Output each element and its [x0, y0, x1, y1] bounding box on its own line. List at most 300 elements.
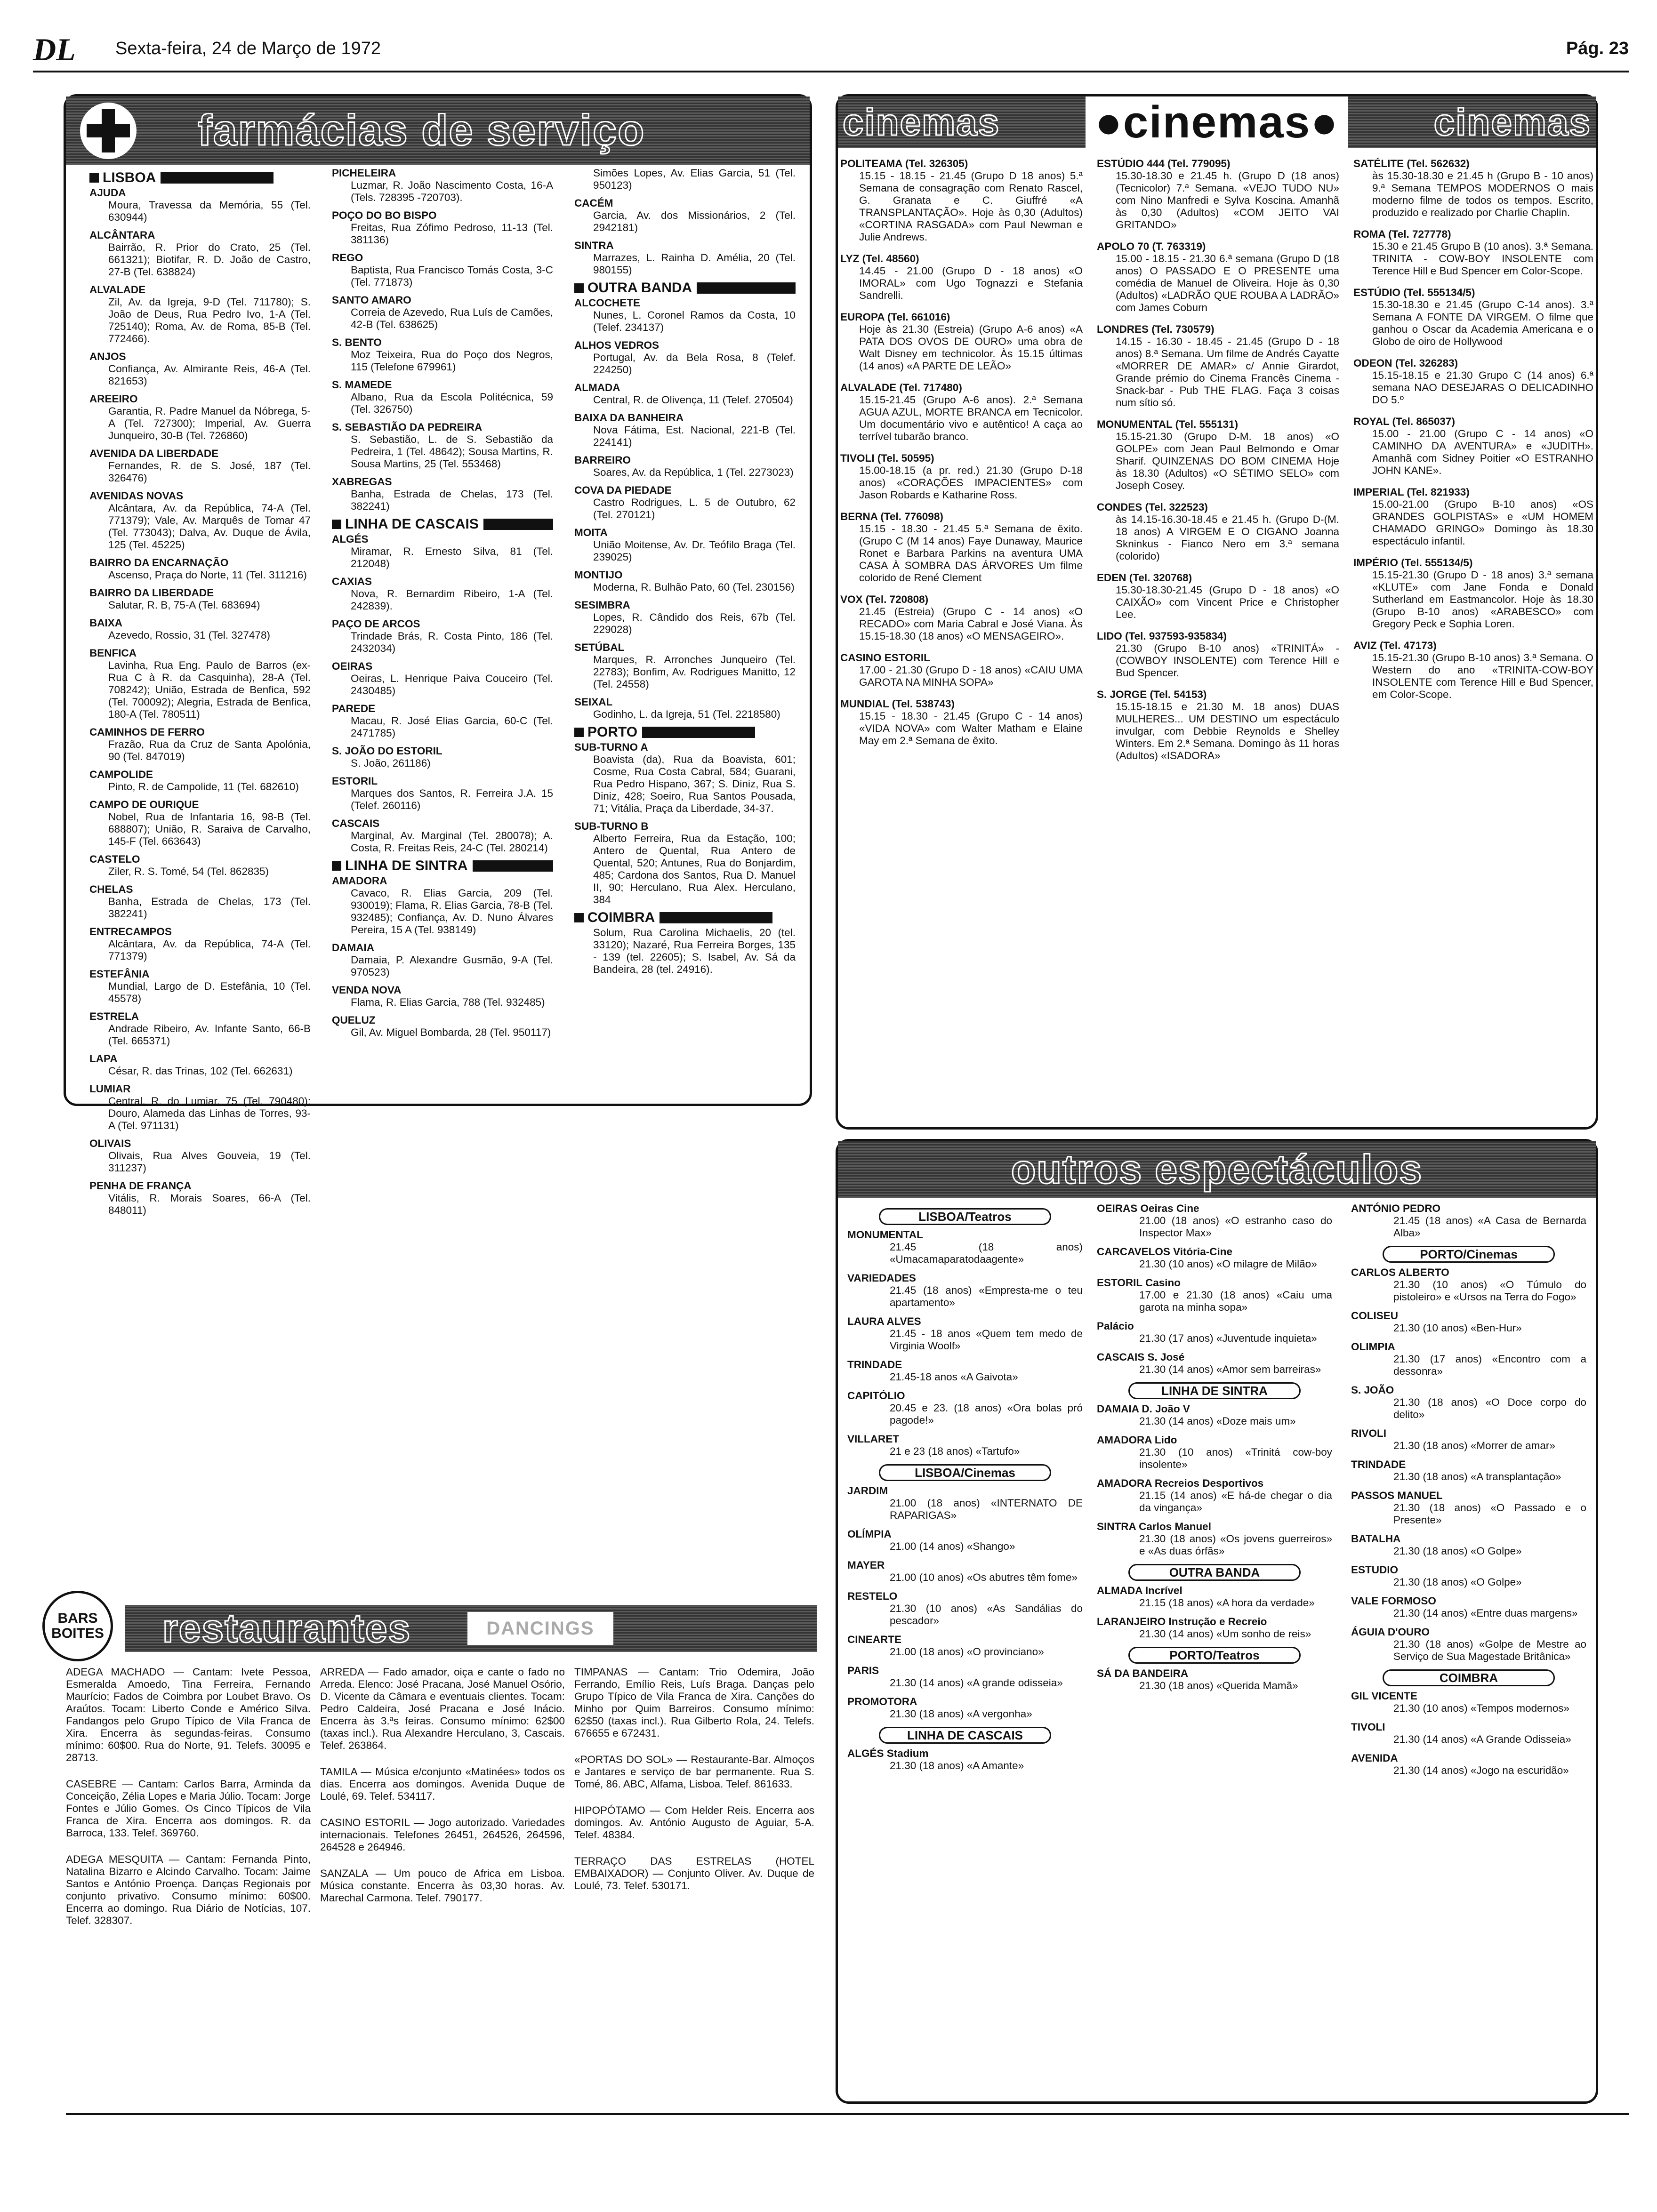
- listing-details: 21 e 23 (18 anos) «Tartufo»: [890, 1445, 1020, 1457]
- section-bullet-icon: [332, 520, 341, 529]
- venue-name: ESTÚDIO 444 (Tel. 779095): [1097, 158, 1231, 169]
- venue-group-badge: PORTO/Cinemas: [1383, 1246, 1555, 1263]
- pharmacy-entry: [574, 641, 796, 690]
- restaurantes-banner-title: restaurantes: [162, 1606, 411, 1651]
- pharmacy-entry: [89, 284, 311, 345]
- listing-entry: [840, 698, 1083, 747]
- pharmacy-entry: [89, 799, 311, 848]
- section-heading: [332, 518, 553, 530]
- listing-entry: [1097, 1277, 1332, 1314]
- locality-name: CAMPO DE OURIQUE: [89, 799, 199, 810]
- farmacias-column-3: [574, 167, 796, 981]
- boites-label: BOITES: [51, 1626, 104, 1641]
- cinemas-panel: [836, 94, 1598, 1130]
- pharmacy-entry: [89, 968, 311, 1005]
- listing-entry: [1351, 1459, 1586, 1483]
- listing-details: 21.00 (14 anos) «Shango»: [890, 1540, 1015, 1552]
- venue-name: ESTUDIO: [1351, 1564, 1399, 1576]
- listing-details: 21.30 (18 anos) «A vergonha»: [890, 1708, 1032, 1720]
- pharmacy-entry: [89, 647, 311, 721]
- listing-entry: [1351, 1626, 1586, 1663]
- listing-details: 21.30 (18 anos) «A Amante»: [890, 1760, 1024, 1771]
- listing-details: 21.30 (10 anos) «O milagre de Milão»: [1139, 1258, 1317, 1270]
- listing-entry: [1097, 1477, 1332, 1514]
- listing-details: 15.00 - 21.00 (Grupo C - 14 anos) «O CAMINHO DA AVENTURA» e «JUDITH». Amanhã com Sidney Poitier «O ESTRANHO JOHN KANE».: [1372, 428, 1593, 476]
- pharmacy-details: Azevedo, Rossio, 31 (Tel. 327478): [108, 629, 270, 641]
- pharmacy-entry: [89, 883, 311, 920]
- listing-entry: [1353, 557, 1593, 630]
- venue-name: MUNDIAL (Tel. 538743): [840, 698, 955, 710]
- venue-name: DAMAIA D. João V: [1097, 1403, 1190, 1415]
- pharmacy-entry: [574, 197, 796, 234]
- listing-details: 21.30 (14 anos) «A Grande Odisseia»: [1393, 1733, 1571, 1745]
- listing-entry: [840, 382, 1083, 443]
- pharmacy-cross-icon: [80, 103, 137, 159]
- section-title: PORTO: [587, 724, 638, 740]
- pharmacy-entry: [332, 942, 553, 978]
- pharmacy-details: Salutar, R. B, 75-A (Tel. 683694): [108, 599, 260, 611]
- section-heading: [89, 172, 311, 184]
- pharmacy-details: Lopes, R. Cândido dos Reis, 67b (Tel. 229028): [593, 611, 796, 635]
- pharmacy-entry: [332, 1014, 553, 1039]
- pharmacy-entry: [89, 393, 311, 442]
- listing-entry: [1353, 416, 1593, 477]
- pharmacy-details: Alcântara, Av. da República, 74-A (Tel. 771379): [108, 938, 311, 962]
- pharmacy-details: Boavista (da), Rua da Boavista, 601; Cosme, Rua Costa Cabral, 584; Guarani, Rua Pedro Hispano, 367; S. Diniz, Rua S. Diniz, 428; Soeiro, Rua Santos Pousada, 71; Vitália, Praça da Liberdade, 34-37.: [593, 753, 796, 814]
- venue-name: EUROPA (Tel. 661016): [840, 311, 950, 323]
- locality-name: REGO: [332, 252, 363, 264]
- pharmacy-entry: [332, 379, 553, 416]
- pharmacy-entry: [89, 926, 311, 962]
- listing-entry: [1097, 1320, 1332, 1345]
- listing-details: 21.30 (18 anos) «Golpe de Mestre ao Serviço de Sua Magestade Britânica»: [1393, 1638, 1586, 1662]
- listing-entry: [847, 1747, 1083, 1772]
- venue-name: ESTORIL Casino: [1097, 1277, 1181, 1289]
- listing-entry: [847, 1696, 1083, 1720]
- listing-details: 21.00 (18 anos) «O estranho caso do Inspector Max»: [1139, 1215, 1332, 1239]
- pharmacy-details: Portugal, Av. da Bela Rosa, 8 (Telef. 224250): [593, 352, 796, 376]
- listing-entry: [847, 1272, 1083, 1309]
- venue-name: OEIRAS Oeiras Cine: [1097, 1202, 1199, 1214]
- locality-name: SESIMBRA: [574, 599, 630, 611]
- pharmacy-entry: [89, 726, 311, 763]
- locality-name: S. SEBASTIÃO DA PEDREIRA: [332, 421, 483, 433]
- listing-entry: [847, 1315, 1083, 1352]
- venue-name: LONDRES (Tel. 730579): [1097, 323, 1215, 335]
- pharmacy-entry: [89, 448, 311, 484]
- section-title: COIMBRA: [587, 910, 655, 925]
- section-bar: [697, 282, 796, 294]
- pharmacy-entry: [574, 339, 796, 376]
- locality-name: PENHA DE FRANÇA: [89, 1180, 192, 1192]
- listing-entry: [1097, 1351, 1332, 1376]
- locality-name: PAÇO DE ARCOS: [332, 618, 420, 630]
- locality-name: BAIXA DA BANHEIRA: [574, 412, 684, 424]
- pharmacy-entry: [89, 1053, 311, 1077]
- listing-entry: [840, 652, 1083, 689]
- restaurant-entry: «PORTAS DO SOL» — Restaurante-Bar. Almoços e Jantares e serviço de bar permanente. Rua S. Tomé, 86. ABC, Alfama, Lisboa. Telef. 861633.: [574, 1754, 814, 1790]
- venue-name: TRINDADE: [1351, 1459, 1406, 1470]
- listing-entry: [1351, 1202, 1586, 1239]
- listing-details: 21.30 (10 anos) «As Sandálias do pescador»: [890, 1603, 1083, 1627]
- listing-details: 15.15-18.15 e 21.30 M. 18 anos) DUAS MULHERES... UM DESTINO um espectáculo invulgar, com Debbie Reynolds e Shelley Winters. Em 2.ª Semana. Domingo às 11 horas (Adultos) «ISADORA»: [1116, 701, 1339, 761]
- locality-name: POÇO DO BO BISPO: [332, 209, 437, 221]
- venue-name: CARCAVELOS Vitória-Cine: [1097, 1246, 1232, 1258]
- locality-name: XABREGAS: [332, 476, 392, 488]
- farmacias-column-2: [332, 167, 553, 1044]
- pharmacy-entry: [574, 484, 796, 521]
- outros-column-2: [1097, 1202, 1332, 1699]
- listing-entry: [1097, 1667, 1332, 1692]
- listing-details: 15.00-18.15 (a pr. red.) 21.30 (Grupo D-18 anos) «CORAÇÕES IMPACIENTES» com Jason Robards e Katharine Ross.: [859, 465, 1083, 501]
- outros-banner: [838, 1141, 1596, 1198]
- listing-details: 21.45 (Estreia) (Grupo C - 14 anos) «O RECADO» com Maria Cabral e José Viana. Às 15.15-18.30 (18 anos) «O MENSAGEIRO».: [859, 606, 1083, 642]
- pharmacy-entry: [332, 817, 553, 854]
- venue-name: OLIMPIA: [1351, 1341, 1395, 1353]
- section-title: LISBOA: [103, 170, 156, 185]
- section-bullet-icon: [574, 728, 584, 737]
- locality-name: OLIVAIS: [89, 1138, 131, 1149]
- venue-name: CAPITÓLIO: [847, 1390, 905, 1402]
- listing-entry: [1353, 486, 1593, 547]
- locality-name: PAREDE: [332, 703, 376, 714]
- pharmacy-details: Macau, R. José Elias Garcia, 60-C (Tel. 2471785): [351, 715, 553, 739]
- venue-name: S. JOÃO: [1351, 1384, 1394, 1396]
- restaurant-entry: SANZALA — Um pouco de Africa em Lisboa. Música constante. Encerra às 03,30 horas. Av. Marechal Carmona. Telef. 790177.: [320, 1867, 565, 1904]
- listing-details: 14.45 - 21.00 (Grupo D - 18 anos) «O IMORAL» com Ugo Tognazzi e Stefania Sandrelli.: [859, 265, 1083, 301]
- listing-entry: [847, 1590, 1083, 1627]
- venue-group-badge: LINHA DE SINTRA: [1128, 1382, 1301, 1399]
- listing-details: 21.30 (18 anos) «Os jovens guerreiros» e «As duas órfãs»: [1139, 1533, 1332, 1557]
- listing-details: 21.00 (18 anos) «O provinciano»: [890, 1646, 1044, 1658]
- listing-entry: [1097, 1434, 1332, 1471]
- pharmacy-entry: [574, 454, 796, 479]
- listing-entry: [1351, 1690, 1586, 1715]
- venue-name: BERNA (Tel. 776098): [840, 511, 943, 522]
- listing-entry: [1351, 1490, 1586, 1526]
- venue-name: PARIS: [847, 1665, 879, 1676]
- farmacias-panel: [64, 94, 812, 1216]
- listing-details: 15.15-21.30 (Grupo D-M. 18 anos) «O GOLPE» com Jean Paul Belmondo e Omar Sharif. QUINZENAS DO BOM CINEMA Hoje às 18.30 (Adultos) «O SÉTIMO SELO» com Joseph Cosey.: [1116, 431, 1339, 491]
- venue-name: AMADORA Recreios Desportivos: [1097, 1477, 1264, 1489]
- restaurantes-column-3: [574, 1666, 814, 1906]
- listing-entry: [847, 1665, 1083, 1689]
- listing-entry: [1351, 1752, 1586, 1777]
- listing-entry: [1351, 1310, 1586, 1334]
- venue-name: MAYER: [847, 1559, 885, 1571]
- pharmacy-entry: [332, 421, 553, 470]
- listing-details: 15.15 - 18.30 - 21.45 5.ª Semana de êxito. (Grupo C (M 14 anos) Faye Dunaway, Maurice Ronet e Barbara Parkins na aventura UMA CASA À SOMBRA DAS ÁRVORES Um filme colorido de René Clement: [859, 523, 1083, 584]
- listing-details: 15.15-21.45 (Grupo A-6 anos). 2.ª Semana AGUA AZUL, MORTE BRANCA em Tecnicolor. Um documentário vivo e autêntico! A caça ao terrível tubarão branco.: [859, 394, 1083, 442]
- listing-entry: [847, 1433, 1083, 1458]
- venue-name: Palácio: [1097, 1320, 1134, 1332]
- pharmacy-entry: [89, 351, 311, 387]
- locality-name: ALHOS VEDROS: [574, 339, 660, 351]
- listing-details: 21.30 (18 anos) «O Passado e o Presente»: [1393, 1502, 1586, 1526]
- listing-entry: [1097, 689, 1339, 762]
- listing-details: 21.45-18 anos «A Gaivota»: [890, 1371, 1018, 1383]
- section-bullet-icon: [574, 283, 584, 293]
- locality-name: VENDA NOVA: [332, 984, 402, 996]
- section-bar: [483, 519, 553, 530]
- pharmacy-details: Ziler, R. S. Tomé, 54 (Tel. 862835): [108, 866, 269, 877]
- locality-name: ALGÉS: [332, 533, 369, 545]
- restaurant-entry: TAMILA — Música e/conjunto «Matinées» todos os dias. Encerra aos domingos. Avenida Duque de Loulé, 69. Telef. 534117.: [320, 1766, 565, 1802]
- pharmacy-details: Nobel, Rua de Infantaria 16, 98-B (Tel. 688807); União, R. Saraiva de Carvalho, 145-F (Tel. 663643): [108, 811, 311, 847]
- restaurant-entry: ADEGA MACHADO — Cantam: Ivete Pessoa, Esmeralda Amoedo, Tina Ferreira, Fernando Maurício; Fados de Coimbra por Loubet Bravo. Os Araútos. Tocam: Liberto Conde e Américo Silva. Fandangos pelo Grupo Típico de Vila Franca de Xira. Encerra às segundas-feiras. Consumo mínimo: 60$00. Rua do Norte, 91. Telefs. 30095 e 28713.: [66, 1666, 311, 1763]
- listing-details: 21.30 (14 anos) «Doze mais um»: [1139, 1415, 1296, 1427]
- listing-details: 15.15-21.30 (Grupo D - 18 anos) 3.ª semana «KLUTE» com Jane Fonda e Donald Sutherland em Eastmancolor. Hoje às 18.30 (Grupo B-10 anos) «ARABESCO» com Gregory Peck e Sophia Loren.: [1372, 569, 1593, 630]
- venue-name: LYZ (Tel. 48560): [840, 253, 919, 264]
- listing-details: 20.45 e 23. (18 anos) «Ora bolas pró pagode!»: [890, 1402, 1083, 1426]
- listing-entry: [1351, 1721, 1586, 1746]
- locality-name: BAIRRO DA LIBERDADE: [89, 587, 214, 599]
- pharmacy-entry: [574, 167, 796, 192]
- pharmacy-details: Alcântara, Av. da República, 74-A (Tel. 771379); Vale, Av. Marquês de Tomar 47 (Tel. 773043); Dalva, Av. Duque de Ávila, 125 (Tel. 45225): [108, 502, 311, 551]
- pharmacy-entry: [332, 252, 553, 289]
- venue-name: PROMOTORA: [847, 1696, 917, 1707]
- listing-details: 21.30 (14 anos) «Um sonho de reis»: [1139, 1628, 1311, 1640]
- listing-details: 21.30 (18 anos) «Querida Mamã»: [1139, 1680, 1298, 1691]
- listing-entry: [1353, 158, 1593, 219]
- pharmacy-details: Marrazes, L. Rainha D. Amélia, 20 (Tel. 980155): [593, 252, 796, 276]
- locality-name: AVENIDA DA LIBERDADE: [89, 448, 219, 459]
- pharmacy-details: S. Sebastião, L. de S. Sebastião da Pedreira, 1 (Tel. 48642); Sousa Martins, R. Sousa Martins, 25 (Tel. 553468): [351, 433, 553, 470]
- venue-name: VARIEDADES: [847, 1272, 916, 1284]
- listing-entry: [1097, 501, 1339, 562]
- listing-entry: [1097, 240, 1339, 314]
- pharmacy-entry: [332, 209, 553, 246]
- locality-name: CASTELO: [89, 853, 140, 865]
- pharmacy-entry: [332, 167, 553, 204]
- pharmacy-details: Luzmar, R. João Nascimento Costa, 16-A (Tels. 728395 -720703).: [351, 179, 553, 203]
- pharmacy-details: Fernandes, R. de S. José, 187 (Tel. 326476): [108, 460, 311, 484]
- pharmacy-details: Garcia, Av. dos Missionários, 2 (Tel. 2942181): [593, 209, 796, 233]
- section-heading: [574, 726, 796, 738]
- venue-name: ALMADA Incrível: [1097, 1585, 1182, 1596]
- venue-name: AVIZ (Tel. 47173): [1353, 640, 1437, 651]
- locality-name: AREEIRO: [89, 393, 138, 405]
- listing-details: 15.15-21.30 (Grupo B-10 anos) 3.ª Semana. O Western do ano «TRINITA-COW-BOY INSOLENTE com Terence Hill e Bud Spencer, em Color-Scope.: [1372, 652, 1593, 700]
- listing-details: 21.45 (18 anos) «Empresta-me o teu apartamento»: [890, 1284, 1083, 1308]
- locality-name: QUELUZ: [332, 1014, 376, 1026]
- venue-name: LARANJEIRO Instrução e Recreio: [1097, 1616, 1267, 1627]
- listing-details: 17.00 e 21.30 (18 anos) «Caiu uma garota na minha sopa»: [1139, 1289, 1332, 1313]
- pharmacy-details: Damaia, P. Alexandre Gusmão, 9-A (Tel. 970523): [351, 954, 553, 978]
- locality-name: LAPA: [89, 1053, 118, 1065]
- listing-details: 15.15 - 18.30 - 21.45 (Grupo C - 14 anos) «VIDA NOVA» com Walter Matham e Elaine May em 2.ª Semana de êxito.: [859, 710, 1083, 746]
- pharmacy-entry: [574, 927, 796, 976]
- venue-name: VOX (Tel. 720808): [840, 593, 929, 605]
- pharmacy-entry: [574, 382, 796, 406]
- listing-details: 21.30 (18 anos) «O Doce corpo do delito»: [1393, 1396, 1586, 1420]
- listing-entry: [1353, 228, 1593, 277]
- listing-entry: [847, 1359, 1083, 1383]
- listing-entry: [840, 593, 1083, 642]
- pharmacy-entry: [574, 569, 796, 593]
- listing-entry: [1097, 1521, 1332, 1557]
- locality-name: PICHELEIRA: [332, 167, 396, 179]
- pharmacy-details: Nunes, L. Coronel Ramos da Costa, 10 (Telef. 234137): [593, 309, 796, 333]
- listing-entry: [1097, 1202, 1332, 1239]
- listing-entry: [1097, 418, 1339, 492]
- pharmacy-details: Gil, Av. Miguel Bombarda, 28 (Tel. 950117): [351, 1026, 551, 1038]
- cinemas-banner: [838, 96, 1596, 148]
- pharmacy-details: Vitális, R. Morais Soares, 66-A (Tel. 848011): [108, 1192, 311, 1216]
- pharmacy-details: Garantia, R. Padre Manuel da Nóbrega, 5-A (Tel. 727300); Imperial, Av. Guerra Junqueiro, 30-B (Tel. 726860): [108, 405, 311, 441]
- pharmacy-details: Godinho, L. da Igreja, 51 (Tel. 2218580): [593, 708, 780, 720]
- outros-column-3: [1351, 1202, 1586, 1783]
- restaurantes-column-1: [66, 1666, 311, 1941]
- venue-name: S. JORGE (Tel. 54153): [1097, 689, 1207, 700]
- pharmacy-entry: [89, 557, 311, 581]
- pharmacy-details: Nova Fátima, Est. Nacional, 221-B (Tel. 224141): [593, 424, 796, 448]
- listing-entry: [847, 1485, 1083, 1522]
- listing-entry: [847, 1229, 1083, 1266]
- restaurant-entry: CASINO ESTORIL — Jogo autorizado. Variedades internacionais. Telefones 26451, 264526, 264596, 264528 e 264946.: [320, 1817, 565, 1853]
- locality-name: MONTIJO: [574, 569, 623, 581]
- pharmacy-entry: [332, 337, 553, 373]
- venue-name: ODEON (Tel. 326283): [1353, 357, 1458, 369]
- pharmacy-entry: [574, 696, 796, 721]
- restaurant-entry: ARREDA — Fado amador, oiça e cante o fado no Arreda. Elenco: José Pracana, José Manuel Osório, D. Vicente da Câmara e eventuais clientes. Tocam: Pedro Caldeira, José Pracana e José Inácio. Encerra às 3.ªs feiras. Consumo mínimo: 62$00 (taxas incl.). Rua Alexandre Herculano, 3, Cascais. Telef. 263864.: [320, 1666, 565, 1751]
- cinemas-banner-left: cinemas: [843, 101, 1000, 143]
- restaurant-entry: TIMPANAS — Cantam: Trio Odemira, João Ferrando, Emílio Reis, Luís Braga. Danças pelo Grupo Típico de Vila Franca de Xira. Canções do Minho por Quim Barreiros. Consumo mínimo: 62$50 (taxas incl.). Rua Gilberto Rola, 24. Telefs. 676655 e 672431.: [574, 1666, 814, 1739]
- pharmacy-entry: [89, 1010, 311, 1047]
- pharmacy-details: Confiança, Av. Almirante Reis, 46-A (Tel. 821653): [108, 363, 311, 387]
- venue-name: RESTELO: [847, 1590, 898, 1602]
- pharmacy-details: Moz Teixeira, Rua do Poço dos Negros, 115 (Telefone 679961): [351, 349, 553, 373]
- pharmacy-details: Nova, R. Bernardim Ribeiro, 1-A (Tel. 242839).: [351, 588, 553, 612]
- listing-entry: [1353, 640, 1593, 701]
- pharmacy-details: Lavinha, Rua Eng. Paulo de Barros (ex-Rua C à R. da Casquinha), 28-A (Tel. 708242); União, Estrada de Benfica, 592 (Tel. 700092); Alegria, Estrada de Benfica, 180-A (Tel. 780511): [108, 659, 311, 720]
- listing-entry: [847, 1528, 1083, 1553]
- pharmacy-entry: [574, 240, 796, 276]
- listing-details: 15.30-18.30 e 21.45 (Grupo C-14 anos). 3.ª Semana A FONTE DA VIRGEM. O filme que ganhou o Oscar da Academia Americana e o Globo de oiro de Hollywood: [1372, 299, 1593, 347]
- venue-group-badge: OUTRA BANDA: [1128, 1564, 1301, 1581]
- farmacias-column-1: [89, 167, 311, 1222]
- listing-entry: [847, 1559, 1083, 1584]
- listing-details: 17.00 - 21.30 (Grupo D - 18 anos) «CAIU UMA GAROTA NA MINHA SOPA»: [859, 664, 1083, 688]
- section-bullet-icon: [332, 861, 341, 871]
- pharmacy-entry: [89, 1083, 311, 1132]
- venue-group-badge: COIMBRA: [1383, 1669, 1555, 1686]
- venue-name: IMPERIAL (Tel. 821933): [1353, 486, 1470, 498]
- venue-name: APOLO 70 (T. 763319): [1097, 240, 1206, 252]
- venue-name: TIVOLI (Tel. 50595): [840, 452, 934, 464]
- listing-details: 14.15 - 16.30 - 18.45 - 21.45 (Grupo D - 18 anos) 8.ª Semana. Um filme de Andrés Cayatte «MORRER DE AMAR» c/ Annie Girardot, Grande prémio do Cinema Francês Cinema - Snack-bar - Pub THE FLAG. Faça 3 coisas num sítio só.: [1116, 336, 1339, 409]
- venue-name: ROYAL (Tel. 865037): [1353, 416, 1455, 427]
- section-title: OUTRA BANDA: [587, 280, 692, 296]
- pharmacy-details: S. João, 261186): [351, 757, 431, 769]
- venue-name: JARDIM: [847, 1485, 888, 1497]
- listing-entry: [1097, 1403, 1332, 1427]
- locality-name: MOITA: [574, 527, 608, 538]
- venue-name: AMADORA Lido: [1097, 1434, 1177, 1446]
- restaurant-entry: CASEBRE — Cantam: Carlos Barra, Arminda da Conceição, Zélia Lopes e Maria Júlio. Tocam: Jorge Fontes e Júlio Gomes. Os Cinco Típicos de Vila Franca de Xira. Encerra aos domingos. R. da Barroca, 133. Telef. 369760.: [66, 1778, 311, 1839]
- venue-name: CARLOS ALBERTO: [1351, 1266, 1449, 1278]
- restaurant-entry: TERRAÇO DAS ESTRELAS (HOTEL EMBAIXADOR) — Conjunto Oliver. Av. Duque de Loulé, 73. Telef. 530171.: [574, 1855, 814, 1891]
- listing-details: 15.30-18.30 e 21.45 h. (Grupo D (18 anos) (Tecnicolor) 7.ª Semana. «VEJO TUDO NU» com Nino Manfredi e Sylva Koscina. Amanhã às 0,30 (Adultos) «COM JEITO VAI GRITANDO»: [1116, 170, 1339, 231]
- locality-name: ENTRECAMPOS: [89, 926, 172, 938]
- listing-details: às 15.30-18.30 e 21.45 h (Grupo B - 10 anos) 9.ª Semana TEMPOS MODERNOS O mais moderno filme de todos os tempos. Escrito, produzido e realizado por Charlie Chaplin.: [1372, 170, 1593, 218]
- locality-name: ESTRELA: [89, 1010, 139, 1022]
- venue-name: PASSOS MANUEL: [1351, 1490, 1443, 1501]
- venue-name: ESTÚDIO (Tel. 555134/5): [1353, 287, 1475, 298]
- venue-name: CINEARTE: [847, 1634, 902, 1645]
- venue-name: VILLARET: [847, 1433, 899, 1445]
- section-bullet-icon: [89, 173, 99, 183]
- section-bar: [161, 172, 273, 184]
- listing-details: 21.15 (18 anos) «A hora da verdade»: [1139, 1597, 1315, 1609]
- venue-name: ANTÓNIO PEDRO: [1351, 1202, 1441, 1214]
- venue-name: EDEN (Tel. 320768): [1097, 572, 1192, 584]
- venue-name: GIL VICENTE: [1351, 1690, 1417, 1702]
- locality-name: CAMINHOS DE FERRO: [89, 726, 205, 738]
- listing-entry: [1097, 323, 1339, 409]
- pharmacy-details: Ascenso, Praça do Norte, 11 (Tel. 311216): [108, 569, 307, 581]
- listing-details: 21.00 (10 anos) «Os abutres têm fome»: [890, 1571, 1078, 1583]
- venue-name: MONUMENTAL: [847, 1229, 923, 1241]
- locality-name: CACÉM: [574, 197, 613, 209]
- locality-name: CHELAS: [89, 883, 133, 895]
- listing-entry: [1351, 1595, 1586, 1619]
- pharmacy-details: Moura, Travessa da Memória, 55 (Tel. 630944): [108, 199, 311, 223]
- restaurantes-column-2: [320, 1666, 565, 1918]
- listing-entry: [840, 511, 1083, 584]
- pharmacy-entry: [332, 775, 553, 812]
- venue-group-badge: LISBOA/Cinemas: [879, 1464, 1051, 1481]
- pharmacy-details: Alberto Ferreira, Rua da Estação, 100; Antero de Quental, Rua Antero de Quental, 520; Antunes, Rua do Bonjardim, 485; Cardona dos Santos, Rua D. Manuel II, 90; Herculano, Rua Alex. Herculano, 384: [593, 833, 796, 906]
- venue-name: LAURA ALVES: [847, 1315, 921, 1327]
- locality-name: ESTORIL: [332, 775, 378, 787]
- locality-name: S. BENTO: [332, 337, 382, 348]
- listing-details: 21.30 (10 anos) «Trinitá cow-boy insolente»: [1139, 1446, 1332, 1470]
- pharmacy-details: Mundial, Largo de D. Estefânia, 10 (Tel. 45578): [108, 980, 311, 1004]
- venue-name: BATALHA: [1351, 1533, 1401, 1545]
- pharmacy-entry: [332, 294, 553, 331]
- listing-entry: [1097, 572, 1339, 621]
- pharmacy-details: Banha, Estrada de Chelas, 173 (Tel. 382241): [108, 896, 311, 920]
- cinemas-banner-right: cinemas: [1433, 101, 1591, 143]
- issue-date: Sexta-feira, 24 de Março de 1972: [115, 39, 381, 58]
- listing-details: 21.15 (14 anos) «E há-de chegar o dia da vingança»: [1139, 1490, 1332, 1514]
- section-bar: [660, 912, 772, 923]
- newspaper-logo: DL: [33, 32, 76, 67]
- section-heading: [574, 912, 796, 924]
- locality-name: ALMADA: [574, 382, 620, 393]
- listing-details: 21.45 (18 anos) «Umacamaparatodaagente»: [890, 1241, 1083, 1265]
- pharmacy-entry: [332, 875, 553, 936]
- pharmacy-entry: [574, 820, 796, 906]
- venue-name: POLITEAMA (Tel. 326305): [840, 158, 968, 169]
- pharmacy-details: Central, R. de Olivença, 11 (Telef. 270504): [593, 394, 793, 406]
- listing-details: 15.30 e 21.45 Grupo B (10 anos). 3.ª Semana. TRINITA - COW-BOY INSOLENTE com Terence Hill e Bud Spencer em Color-Scope.: [1372, 240, 1593, 277]
- locality-name: ANJOS: [89, 351, 126, 362]
- pharmacy-details: Solum, Rua Carolina Michaelis, 20 (tel. 33120); Nazaré, Rua Ferreira Borges, 135 - 139 (tel. 22605); S. Isabel, Av. Sá da Bandeira, 28 (tel. 24916).: [593, 927, 796, 975]
- locality-name: OEIRAS: [332, 660, 373, 672]
- listing-details: 21.30 (17 anos) «Juventude inquieta»: [1139, 1332, 1317, 1344]
- listing-details: 21.30 (14 anos) «Entre duas margens»: [1393, 1607, 1578, 1619]
- pharmacy-details: Marginal, Av. Marginal (Tel. 280078); A. Costa, R. Freitas Reis, 24-C (Tel. 280214): [351, 830, 553, 854]
- pharmacy-details: Simões Lopes, Av. Elias Garcia, 51 (Tel. 950123): [593, 167, 796, 191]
- locality-name: SUB-TURNO B: [574, 820, 649, 832]
- venue-name: COLISEU: [1351, 1310, 1399, 1322]
- farmacias-banner: [66, 96, 810, 165]
- pharmacy-details: Pinto, R. de Campolide, 11 (Tel. 682610): [108, 781, 299, 793]
- listing-details: 21.30 (Grupo B-10 anos) «TRINITÁ» - (COWBOY INSOLENTE) com Terence Hill e Bud Spencer.: [1116, 642, 1339, 679]
- venue-name: ÁGUIA D'OURO: [1351, 1626, 1430, 1638]
